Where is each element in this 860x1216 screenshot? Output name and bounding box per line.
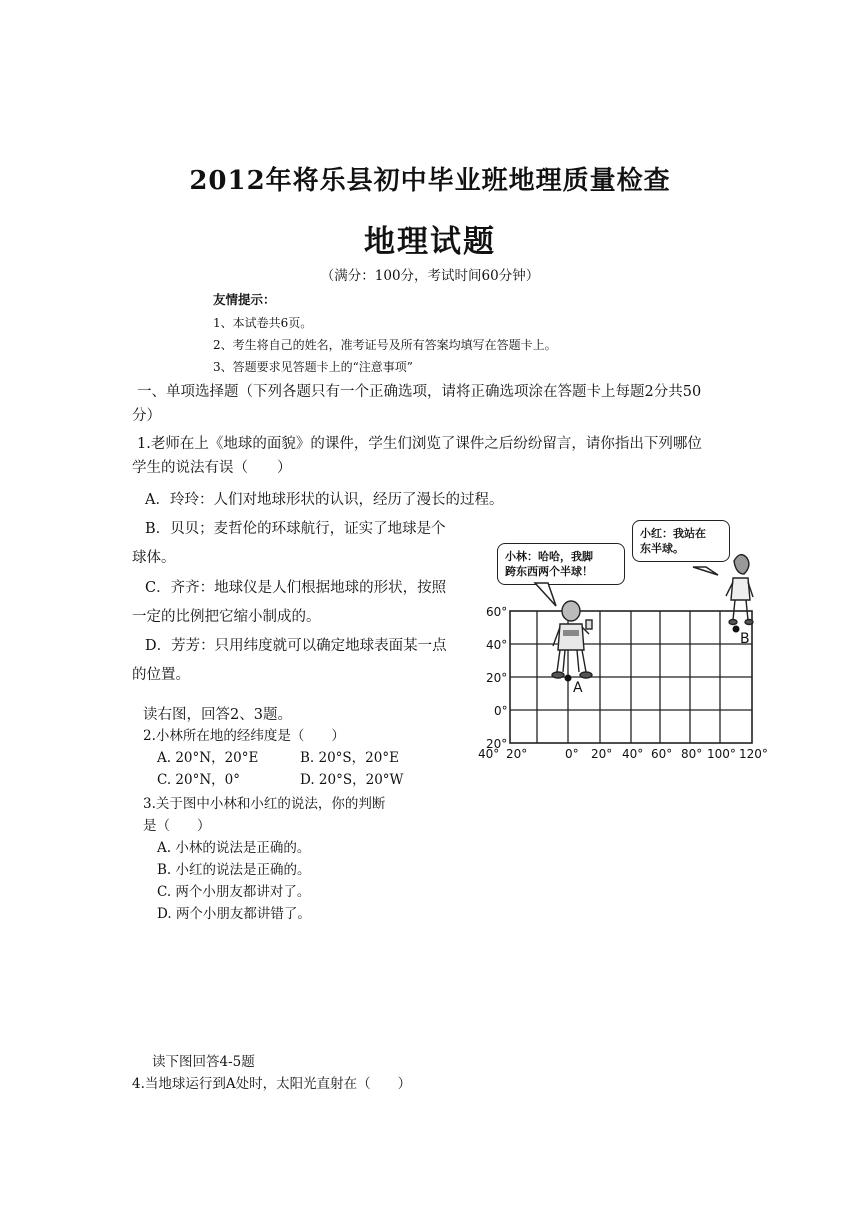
q3-stem: 3.关于图中小林和小红的说法，你的判断 xyxy=(143,796,386,812)
q1-stem-cont: 学生的说法有误（ ） xyxy=(132,460,292,476)
grid-svg xyxy=(470,540,790,775)
lon-label: 40° xyxy=(622,747,644,761)
lat-label: 40° xyxy=(486,638,508,652)
point-b-marker xyxy=(733,626,740,633)
lat-label: 60° xyxy=(486,605,508,619)
exam-subtitle: 地理试题 xyxy=(364,224,496,260)
q1-option-d: D．芳芳：只用纬度就可以确定地球表面某一点 xyxy=(145,638,447,654)
q3-option-b: B. 小红的说法是正确的。 xyxy=(157,862,311,878)
lat-label: 0° xyxy=(494,704,508,718)
bubble-tail-xiaolin xyxy=(535,583,556,606)
section-heading-cont: 分） xyxy=(132,408,161,424)
bubble-line: 跨东西两个半球！ xyxy=(505,565,593,578)
girl-figure-icon xyxy=(726,555,753,625)
lon-label: 120° xyxy=(739,747,768,761)
q3-option-a: A. 小林的说法是正确的。 xyxy=(157,840,311,856)
q2-option-c: C. 20°N，0° xyxy=(157,772,241,788)
q3-stem-cont: 是（ ） xyxy=(143,818,211,834)
lat-long-grid xyxy=(510,611,752,743)
section-heading: 一、单项选择题（下列各题只有一个正确选项，请将正确选项涂在答题卡上每题2分共50 xyxy=(137,384,702,400)
lon-label: 40° xyxy=(478,747,500,761)
bubble-line: 小红：我站在 xyxy=(640,527,706,540)
q1-option-c-cont: 一定的比例把它缩小制成的。 xyxy=(132,609,321,625)
point-a-label: A xyxy=(573,680,583,696)
q1-option-b: B．贝贝；麦哲伦的环球航行，证实了地球是个 xyxy=(145,521,446,537)
point-a-marker xyxy=(565,675,572,682)
q1-option-b-cont: 球体。 xyxy=(132,550,176,566)
boy-figure-icon xyxy=(552,601,592,678)
q1-option-c: C．齐齐：地球仪是人们根据地球的形状，按照 xyxy=(145,580,447,596)
read-below-instruction: 读下图回答4-5题 xyxy=(152,1054,255,1070)
q2-option-a: A. 20°N，20°E xyxy=(157,750,259,766)
read-right-instruction: 读右图，回答2、3题。 xyxy=(143,707,292,723)
tip-item: 3、答题要求见答题卡上的“注意事项” xyxy=(213,360,413,374)
lon-label: 20° xyxy=(591,747,613,761)
lon-label: 20° xyxy=(506,747,528,761)
lat-label: 20° xyxy=(486,737,508,751)
lon-label: 0° xyxy=(565,747,579,761)
q2-stem: 2.小林所在地的经纬度是（ ） xyxy=(143,728,345,744)
bubble-tail-xiaohong xyxy=(693,567,718,575)
q1-option-d-cont: 的位置。 xyxy=(132,667,190,683)
q4-stem: 4.当地球运行到A处时，太阳光直射在（ ） xyxy=(132,1076,412,1092)
q3-option-d: D. 两个小朋友都讲错了。 xyxy=(157,906,311,922)
tips-heading: 友情提示： xyxy=(213,292,276,307)
tip-item: 1、本试卷共6页。 xyxy=(213,316,313,330)
score-note: （满分：100分，考试时间60分钟） xyxy=(320,268,540,284)
exam-title: 2012年将乐县初中毕业班地理质量检查 xyxy=(189,166,671,196)
tip-item: 2、考生将自己的姓名，准考证号及所有答案均填写在答题卡上。 xyxy=(213,338,557,352)
lon-label: 60° xyxy=(651,747,673,761)
q1-stem: 1.老师在上《地球的面貌》的课件，学生们浏览了课件之后纷纷留言，请你指出下列哪位 xyxy=(137,436,702,452)
q2-option-b: B. 20°S，20°E xyxy=(300,750,399,766)
lon-label: 100° xyxy=(707,747,736,761)
lat-label: 20° xyxy=(486,671,508,685)
q2-option-d: D. 20°S，20°W xyxy=(300,772,404,788)
q1-option-a: A．玲玲：人们对地球形状的认识，经历了漫长的过程。 xyxy=(145,492,504,508)
q3-option-c: C. 两个小朋友都讲对了。 xyxy=(157,884,311,900)
point-b-label: B xyxy=(740,631,750,647)
lon-label: 80° xyxy=(681,747,703,761)
bubble-line: 小林：哈哈，我脚 xyxy=(505,550,593,563)
bubble-line: 东半球。 xyxy=(640,542,684,555)
